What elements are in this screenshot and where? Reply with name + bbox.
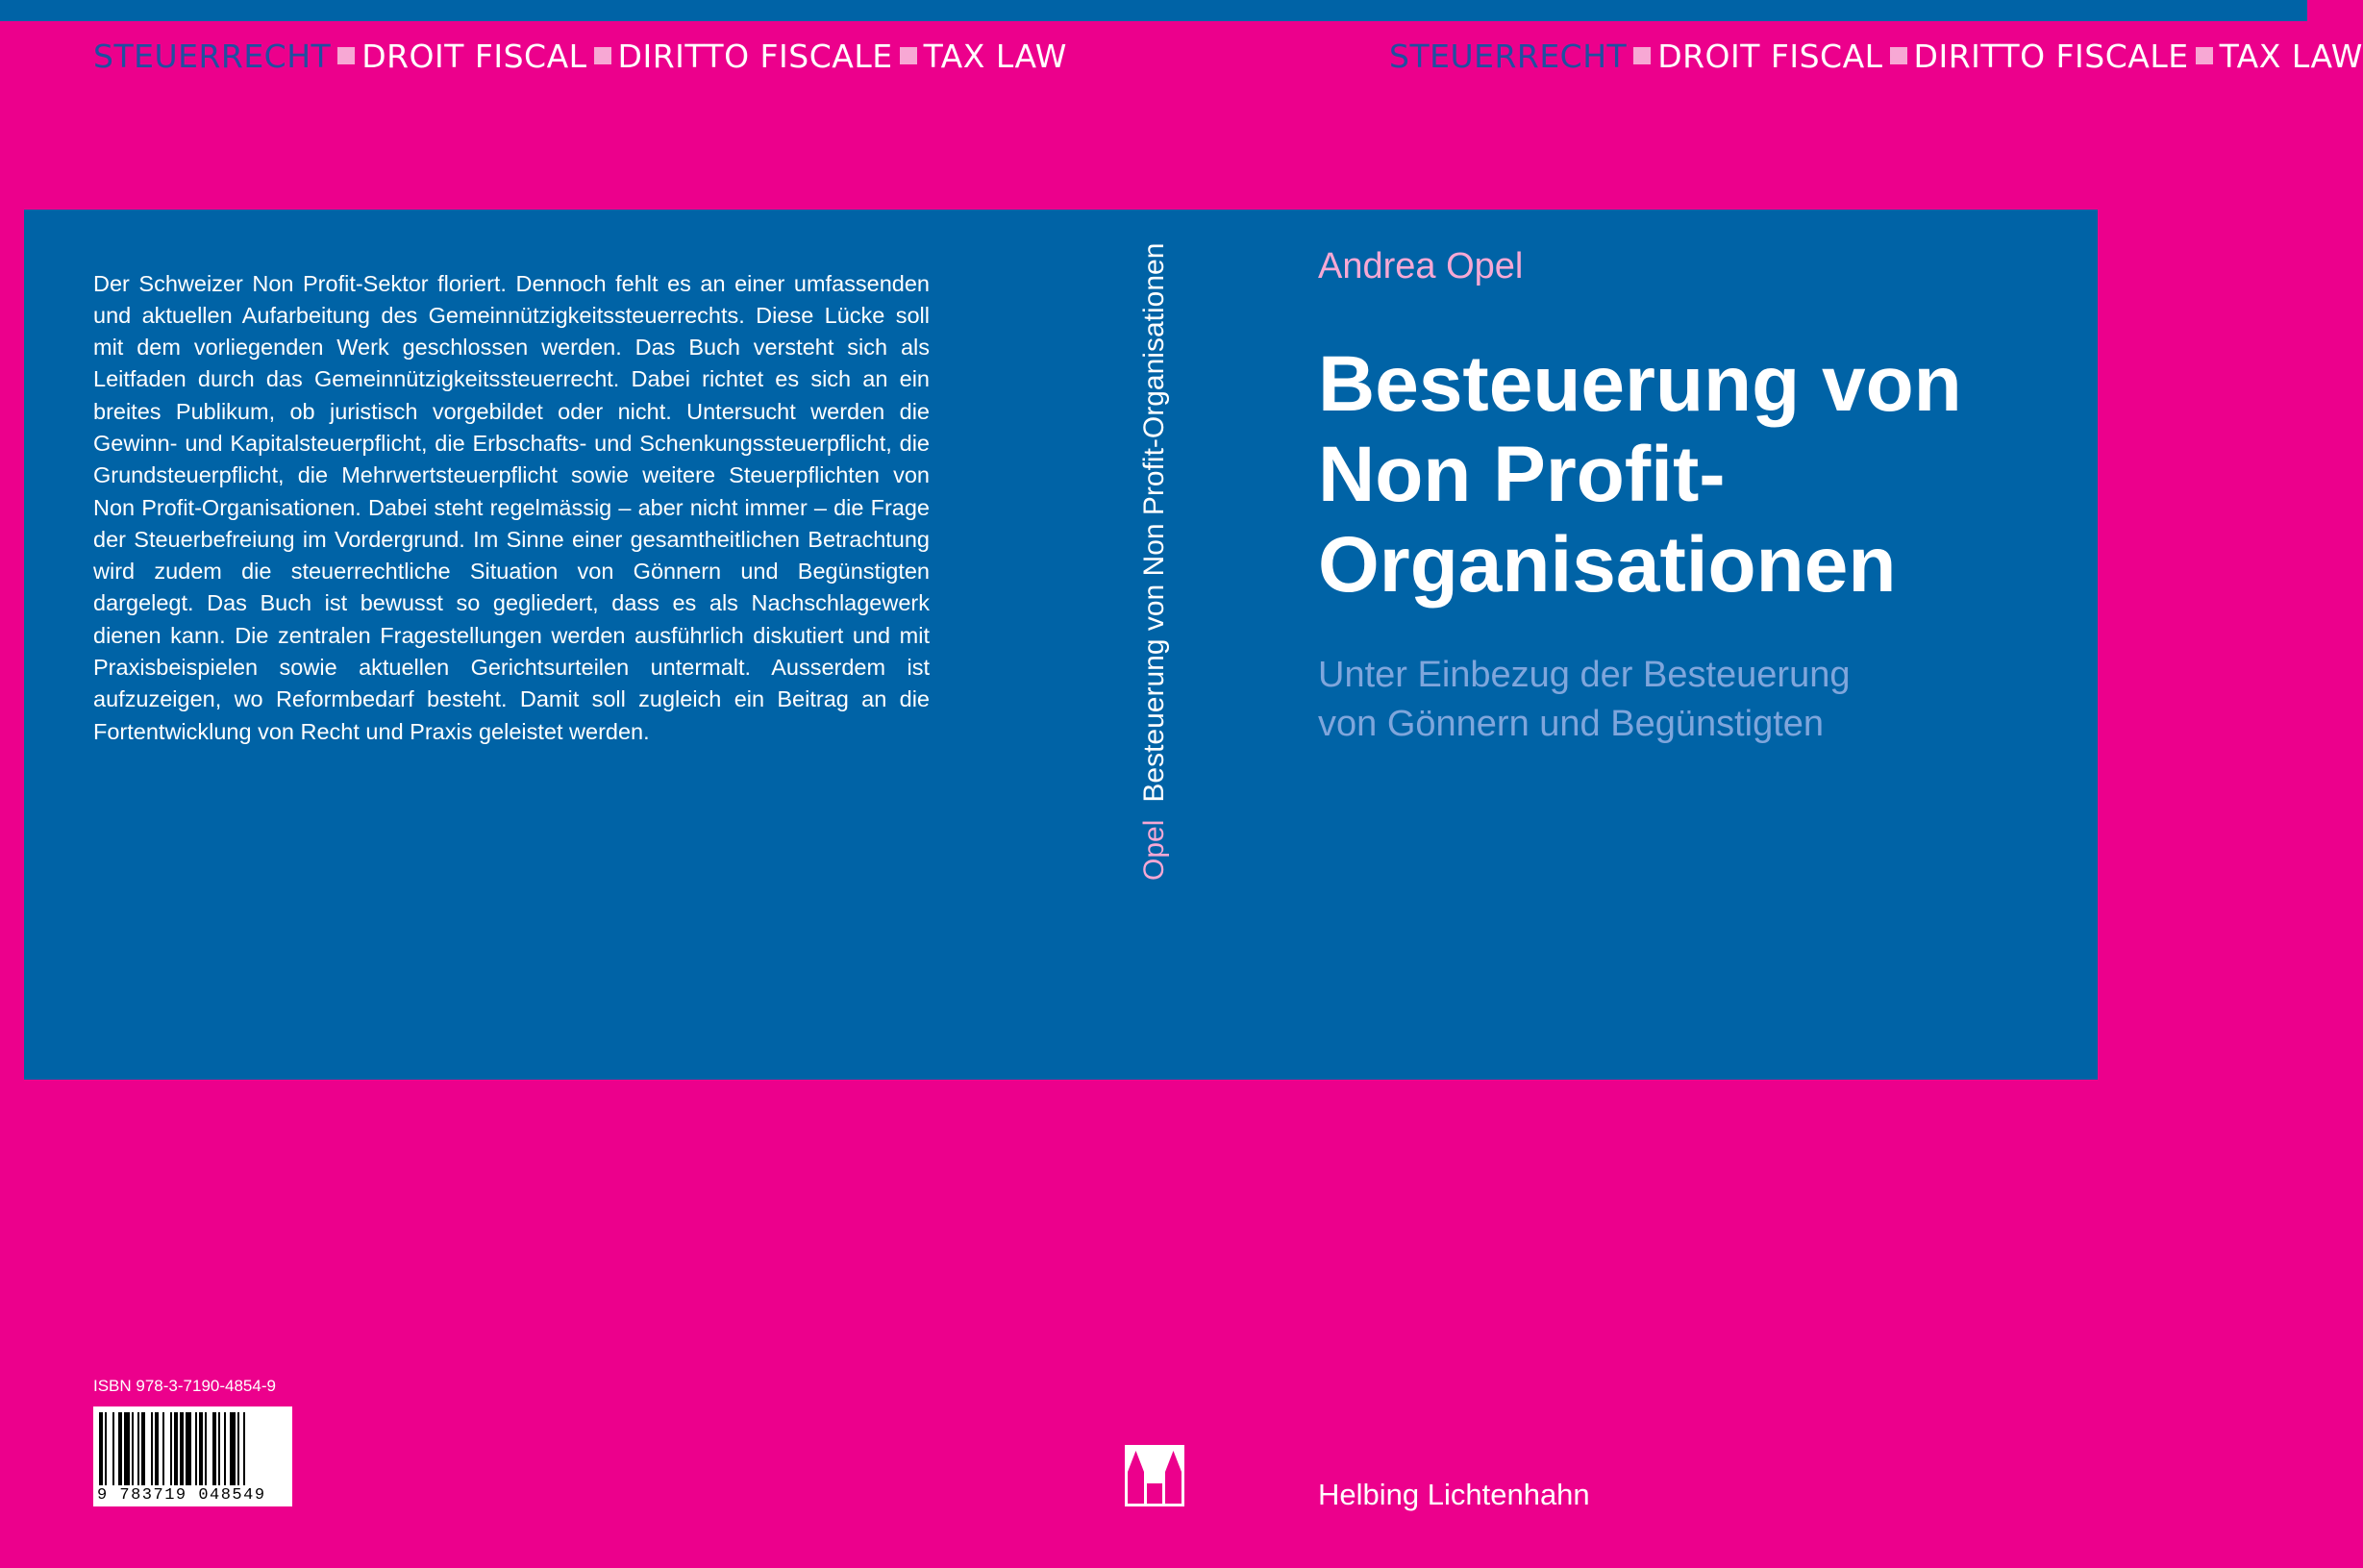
- square-separator-icon: [337, 47, 355, 64]
- spine-text: [1130, 212, 1180, 884]
- series-banner-back: [93, 35, 1067, 77]
- barcode-digits: 9 783719 048549: [97, 1486, 289, 1505]
- book-title-line: Organisationen: [1318, 521, 1897, 609]
- series-banner-front: [1389, 35, 2363, 77]
- series-item-diritto-fiscale: DIRITTO FISCALE: [617, 37, 893, 75]
- book-subtitle: [1318, 651, 1850, 749]
- top-stripe: [0, 0, 2307, 21]
- book-subtitle-line: von Gönnern und Begünstigten: [1318, 704, 1825, 744]
- square-separator-icon: [594, 47, 611, 64]
- back-cover-blurb: Der Schweizer Non Profit-Sektor floriert. Dennoch fehlt es an einer umfassenden und aktuellen Aufarbeitung des Gemeinnützigkeitssteuerrechts. Diese Lücke soll mit dem vorliegenden Werk geschlossen werden. Das Buch versteht sich als Leitfaden durch das Gemeinnützigkeitssteuerrecht. Dabei richtet es sich an ein breites Publikum, ob juristisch vorgebildet oder nicht. Untersucht werden die Gewinn- und Kapitalsteuerpflicht, die Erbschafts- und Schenkungssteuerpflicht, die Grundsteuerpflicht, die Mehrwertsteuerpflicht sowie weitere Steuerpflichten von Non Profit-Organisationen. Dabei steht regelmässig – aber nicht immer – die Frage der Steuerbefreiung im Vordergrund. Im Sinne einer gesamtheitlichen Betrachtung wird zudem die steuerrechtliche Situation von Gönnern und Begünstigten dargelegt. Das Buch ist bewusst so gegliedert, dass es als Nachschlagewerk dienen kann. Die zentralen Fragestellungen werden ausführlich diskutiert und mit Praxisbeispielen sowie aktuellen Gerichtsurteilen untermalt. Ausserdem ist aufzuzeigen, wo Reformbedarf besteht. Damit soll zugleich ein Beitrag an die Fortentwicklung von Recht und Praxis geleistet werden.: [93, 270, 930, 744]
- book-title: [1318, 339, 1962, 610]
- series-item-diritto-fiscale: DIRITTO FISCALE: [1913, 37, 2189, 75]
- square-separator-icon: [900, 47, 917, 64]
- series-item-tax-law: TAX LAW: [923, 37, 1067, 75]
- series-item-tax-law: TAX LAW: [2219, 37, 2363, 75]
- book-title-line: Besteuerung von: [1318, 340, 1962, 428]
- publisher-name: Helbing Lichtenhahn: [1318, 1478, 1590, 1511]
- book-title-line: Non Profit-: [1318, 431, 1726, 518]
- book-subtitle-line: Unter Einbezug der Besteuerung: [1318, 655, 1851, 695]
- front-author: Andrea Opel: [1318, 246, 1524, 286]
- series-item-steuerrecht: STEUERRECHT: [1389, 37, 1628, 75]
- series-item-steuerrecht: STEUERRECHT: [93, 37, 332, 75]
- spine-author: Opel: [1138, 819, 1170, 881]
- isbn-label: ISBN 978-3-7190-4854-9: [93, 1377, 276, 1395]
- spine-title: Besteuerung von Non Profit-Organisationen: [1138, 242, 1170, 803]
- square-separator-icon: [1890, 47, 1907, 64]
- two-towers-logo-icon: [1125, 1445, 1184, 1506]
- square-separator-icon: [2196, 47, 2213, 64]
- series-item-droit-fiscal: DROIT FISCAL: [1657, 37, 1883, 75]
- barcode: [93, 1406, 292, 1506]
- square-separator-icon: [1633, 47, 1651, 64]
- series-item-droit-fiscal: DROIT FISCAL: [361, 37, 587, 75]
